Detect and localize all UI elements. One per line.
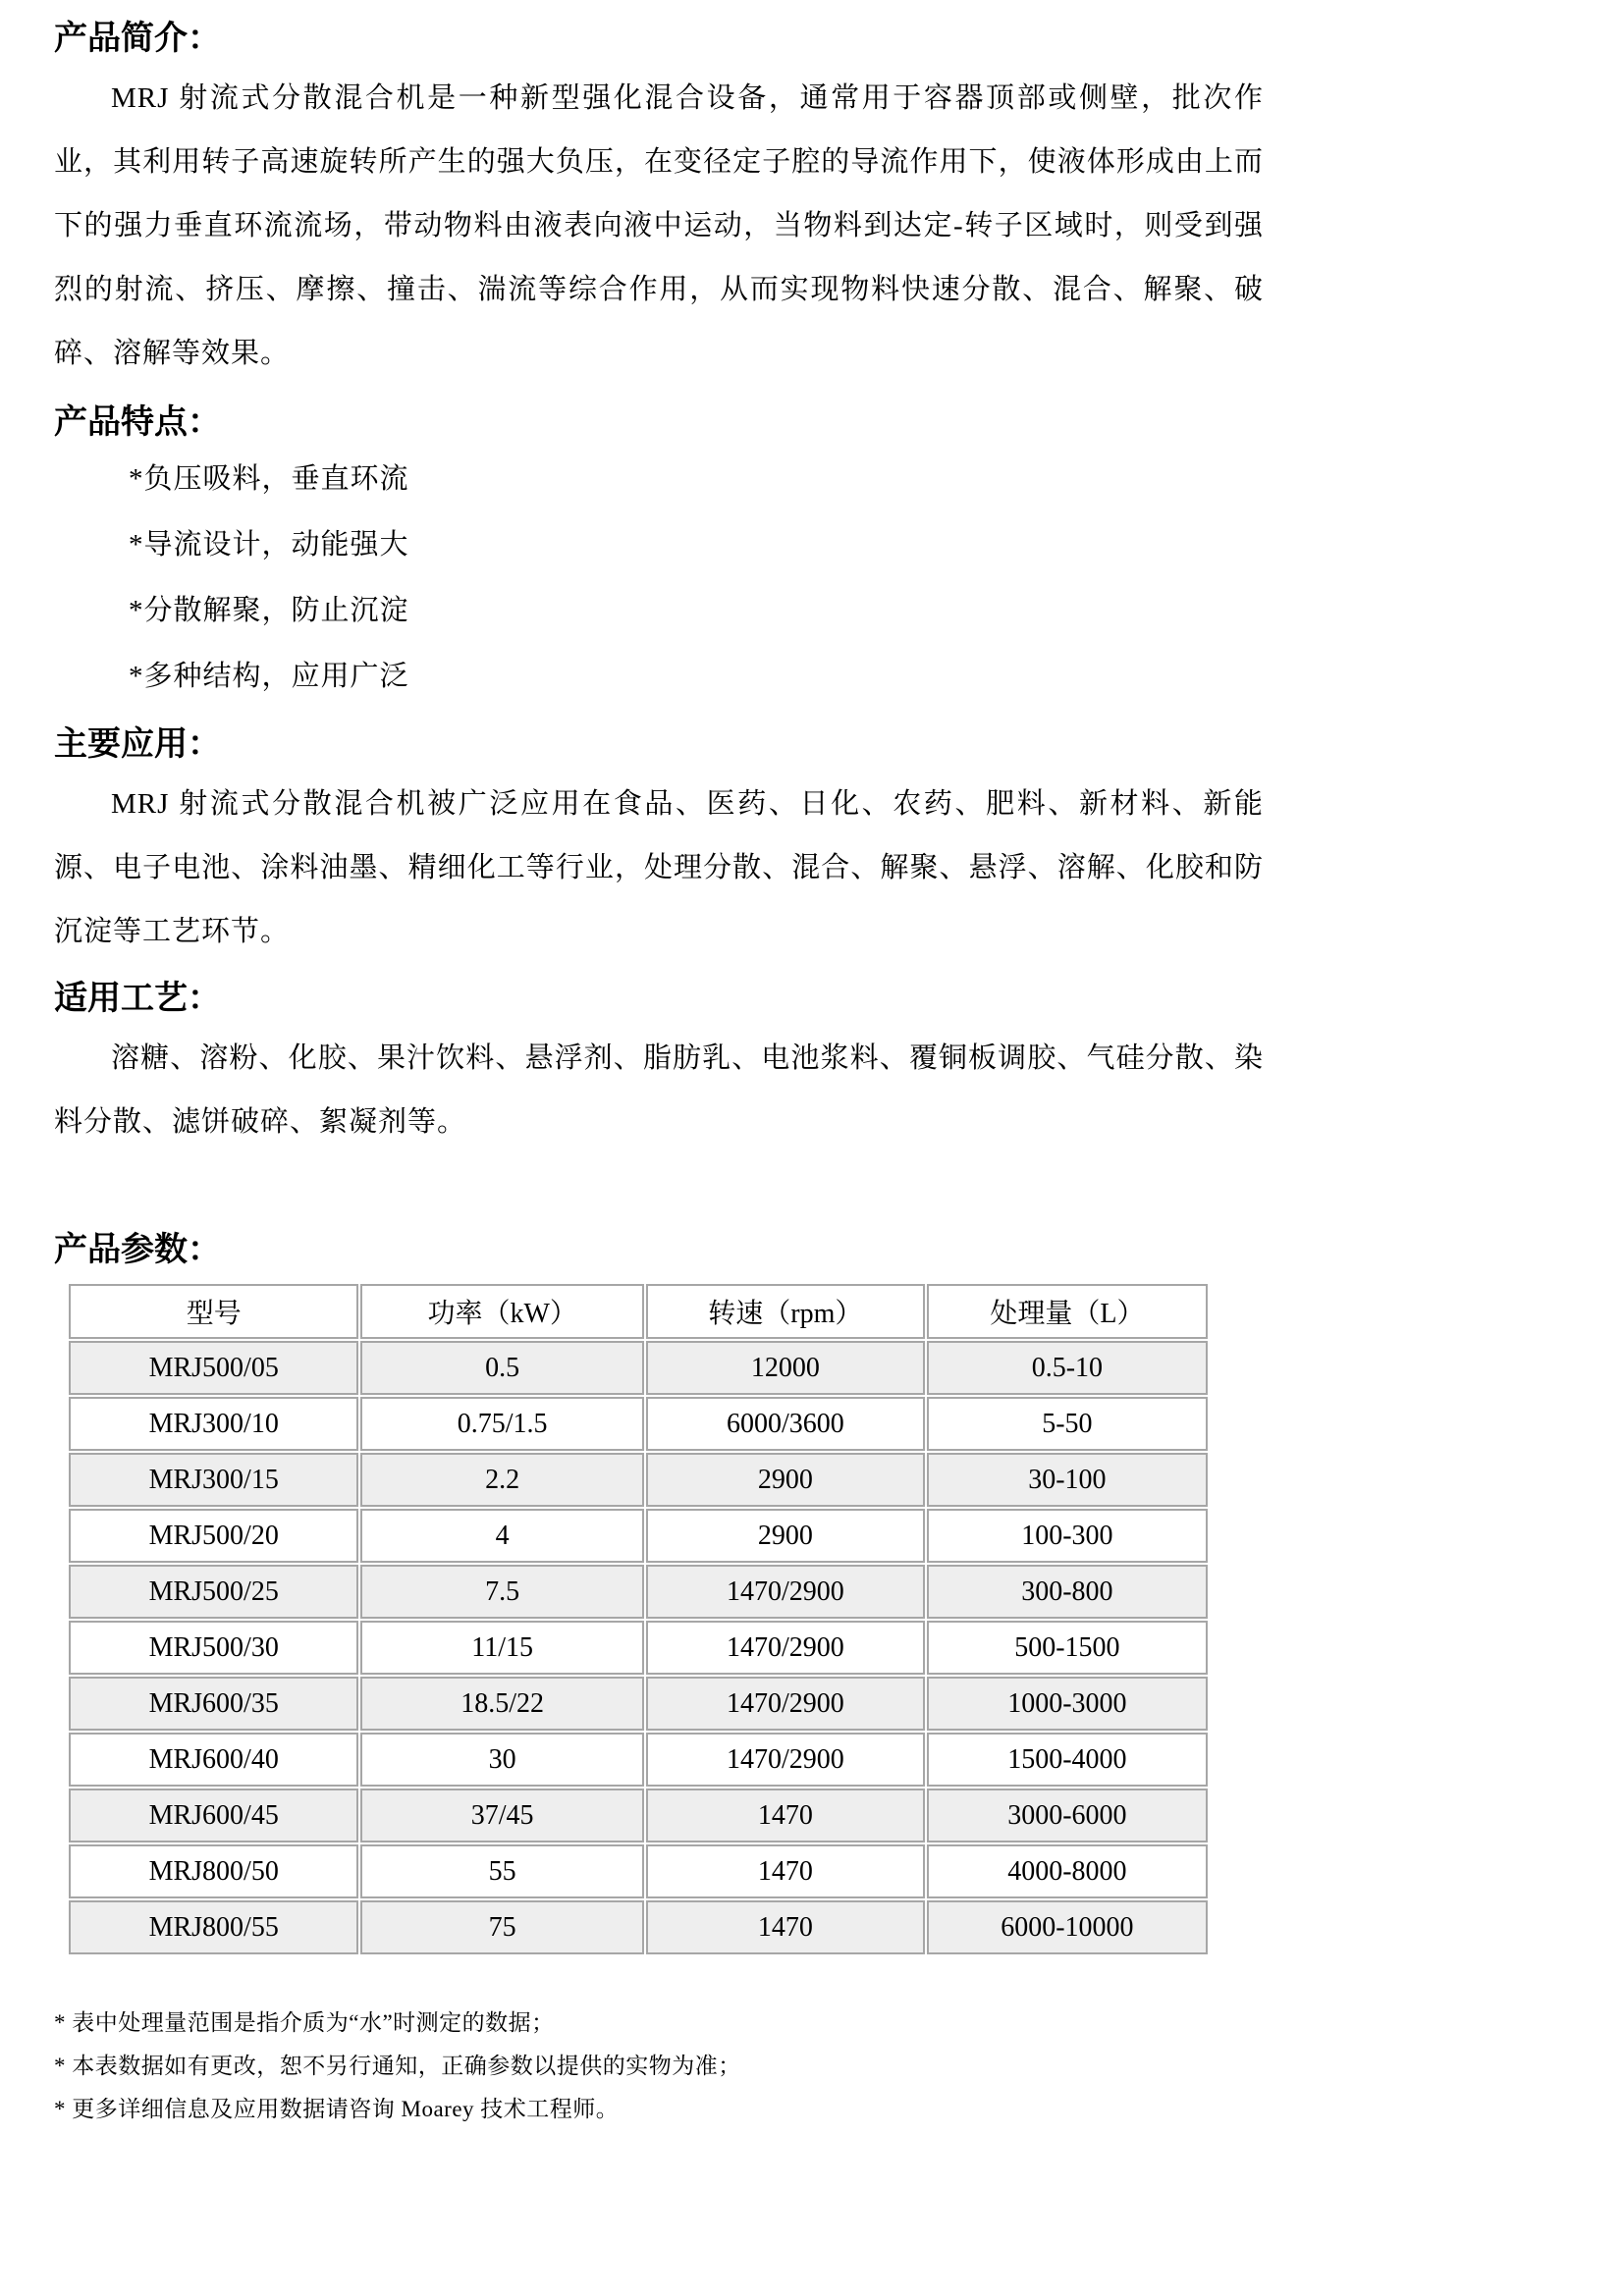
table-cell: 500-1500 <box>927 1621 1208 1675</box>
table-cell: 0.5 <box>360 1341 644 1395</box>
feature-item: *多种结构，应用广泛 <box>129 661 409 692</box>
table-header-row <box>69 1284 1208 1339</box>
parameters-table-header <box>69 1284 1208 1339</box>
table-row <box>69 1733 1208 1787</box>
table-cell: 11/15 <box>360 1621 644 1675</box>
table-cell: 4000-8000 <box>927 1844 1208 1898</box>
table-cell: 4 <box>360 1509 644 1563</box>
table-cell: 1470/2900 <box>646 1677 925 1731</box>
table-header-cell: 型号 <box>69 1284 358 1339</box>
table-cell: 55 <box>360 1844 644 1898</box>
table-cell: 100-300 <box>927 1509 1208 1563</box>
table-row <box>69 1509 1208 1563</box>
parameters-heading: 产品参数： <box>54 1231 221 1268</box>
table-cell: 1470/2900 <box>646 1565 925 1619</box>
table-header-cell: 转速（rpm） <box>646 1284 925 1339</box>
table-row <box>69 1844 1208 1898</box>
table-header-cell: 处理量（L） <box>927 1284 1208 1339</box>
table-cell: 1470/2900 <box>646 1621 925 1675</box>
feature-item: *分散解聚，防止沉淀 <box>129 595 409 626</box>
table-row <box>69 1397 1208 1451</box>
table-cell: 1470/2900 <box>646 1733 925 1787</box>
feature-item: *负压吸料，垂直环流 <box>129 463 409 495</box>
features-list <box>54 447 1264 710</box>
table-cell: 2.2 <box>360 1453 644 1507</box>
table-cell: MRJ500/25 <box>69 1565 358 1619</box>
table-cell: 3000-6000 <box>927 1789 1208 1842</box>
table-row <box>69 1789 1208 1842</box>
table-cell: 2900 <box>646 1453 925 1507</box>
table-cell: 37/45 <box>360 1789 644 1842</box>
table-cell: 5-50 <box>927 1397 1208 1451</box>
table-row <box>69 1677 1208 1731</box>
footnote-item: * 更多详细信息及应用数据请咨询 Moarey 技术工程师。 <box>54 2097 620 2121</box>
table-cell: 0.5-10 <box>927 1341 1208 1395</box>
table-cell: MRJ500/05 <box>69 1341 358 1395</box>
table-cell: 7.5 <box>360 1565 644 1619</box>
footnote-item: * 表中处理量范围是指介质为“水”时测定的数据； <box>54 2010 555 2035</box>
feature-item: *导流设计，动能强大 <box>129 529 409 561</box>
table-cell: MRJ600/45 <box>69 1789 358 1842</box>
table-cell: 300-800 <box>927 1565 1208 1619</box>
applications-heading: 主要应用： <box>54 725 221 763</box>
table-cell: MRJ300/15 <box>69 1453 358 1507</box>
table-cell: MRJ800/50 <box>69 1844 358 1898</box>
table-cell: 6000/3600 <box>646 1397 925 1451</box>
table-cell: 1500-4000 <box>927 1733 1208 1787</box>
table-cell: MRJ500/20 <box>69 1509 358 1563</box>
table-row <box>69 1621 1208 1675</box>
parameters-table <box>67 1282 1210 1956</box>
table-cell: 6000-10000 <box>927 1900 1208 1954</box>
table-cell: 1470 <box>646 1844 925 1898</box>
table-cell: MRJ300/10 <box>69 1397 358 1451</box>
table-cell: 30-100 <box>927 1453 1208 1507</box>
table-cell: 1000-3000 <box>927 1677 1208 1731</box>
table-row <box>69 1341 1208 1395</box>
table-row <box>69 1565 1208 1619</box>
document-content <box>54 16 1264 2131</box>
intro-heading: 产品简介： <box>54 20 221 57</box>
table-cell: MRJ500/30 <box>69 1621 358 1675</box>
processes-paragraph: 溶糖、溶粉、化胶、果汁饮料、悬浮剂、脂肪乳、电池浆料、覆铜板调胶、气硅分散、染料分散、滤饼破碎、絮凝剂等。 <box>54 1042 1264 1138</box>
table-cell: 0.75/1.5 <box>360 1397 644 1451</box>
table-cell: MRJ600/40 <box>69 1733 358 1787</box>
table-cell: 30 <box>360 1733 644 1787</box>
footnotes <box>54 2002 1264 2131</box>
processes-heading: 适用工艺： <box>54 980 221 1017</box>
table-cell: 1470 <box>646 1900 925 1954</box>
footnote-item: * 本表数据如有更改，恕不另行通知，正确参数以提供的实物为准； <box>54 2054 741 2078</box>
features-heading: 产品特点： <box>54 403 221 441</box>
parameters-table-body <box>69 1341 1208 1954</box>
table-cell: 2900 <box>646 1509 925 1563</box>
table-cell: MRJ800/55 <box>69 1900 358 1954</box>
table-header-cell: 功率（kW） <box>360 1284 644 1339</box>
table-row <box>69 1453 1208 1507</box>
applications-paragraph: MRJ 射流式分散混合机被广泛应用在食品、医药、日化、农药、肥料、新材料、新能源、电子电池、涂料油墨、精细化工等行业，处理分散、混合、解聚、悬浮、溶解、化胶和防沉淀等工艺环节。 <box>54 788 1264 947</box>
table-row <box>69 1900 1208 1954</box>
table-cell: MRJ600/35 <box>69 1677 358 1731</box>
table-cell: 12000 <box>646 1341 925 1395</box>
intro-paragraph: MRJ 射流式分散混合机是一种新型强化混合设备，通常用于容器顶部或侧壁，批次作业，其利用转子高速旋转所产生的强大负压，在变径定子腔的导流作用下，使液体形成由上而下的强力垂直环流流场，带动物料由液表向液中运动，当物料到达定-转子区域时，则受到强烈的射流、挤压、摩擦、撞击、湍流等综合作用，从而实现物料快速分散、混合、解聚、破碎、溶解等效果。 <box>54 82 1264 369</box>
table-cell: 1470 <box>646 1789 925 1842</box>
table-cell: 18.5/22 <box>360 1677 644 1731</box>
table-cell: 75 <box>360 1900 644 1954</box>
